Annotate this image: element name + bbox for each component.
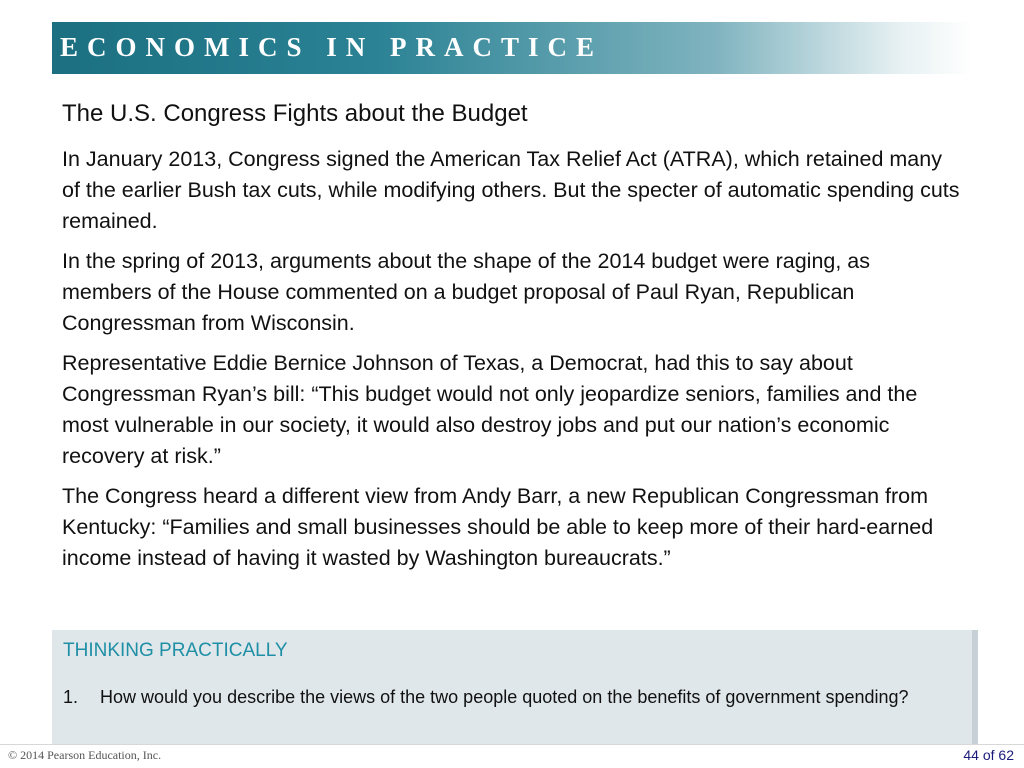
body-text bbox=[62, 144, 962, 583]
question-text: How would you describe the views of the two people quoted on the benefits of government spending? bbox=[100, 687, 909, 707]
thinking-practically-box bbox=[52, 630, 978, 744]
paragraph-barr-quote: The Congress heard a different view from Andy Barr, a new Republican Congressman from Kentucky: “Families and small businesses should be able to keep more of their hard-earned income instead of having it wasted by Washington bureaucrats.” bbox=[62, 484, 934, 570]
footer-divider bbox=[0, 744, 1024, 745]
slide-subtitle: The U.S. Congress Fights about the Budget bbox=[62, 100, 528, 127]
question-number: 1. bbox=[63, 687, 79, 707]
section-title: ECONOMICS IN PRACTICE bbox=[60, 32, 604, 62]
paragraph-atra: In January 2013, Congress signed the American Tax Relief Act (ATRA), which retained many of the earlier Bush tax cuts, while modifying others. But the specter of automatic spending cuts remained. bbox=[62, 147, 960, 233]
paragraph-johnson-quote: Representative Eddie Bernice Johnson of Texas, a Democrat, had this to say about Congressman Ryan’s bill: “This budget would not only jeopardize seniors, families and the most vulnerable in our society, it would also destroy jobs and put our nation’s economic recovery at risk.” bbox=[62, 351, 918, 468]
copyright-notice: © 2014 Pearson Education, Inc. bbox=[8, 748, 162, 762]
question-item bbox=[63, 685, 943, 710]
thinking-heading: THINKING PRACTICALLY bbox=[63, 640, 288, 661]
header-band bbox=[52, 22, 972, 74]
page-number: 44 of 62 bbox=[963, 747, 1014, 763]
paragraph-budget-2014: In the spring of 2013, arguments about the shape of the 2014 budget were raging, as members of the House commented on a budget proposal of Paul Ryan, Republican Congressman from Wisconsin. bbox=[62, 249, 871, 335]
